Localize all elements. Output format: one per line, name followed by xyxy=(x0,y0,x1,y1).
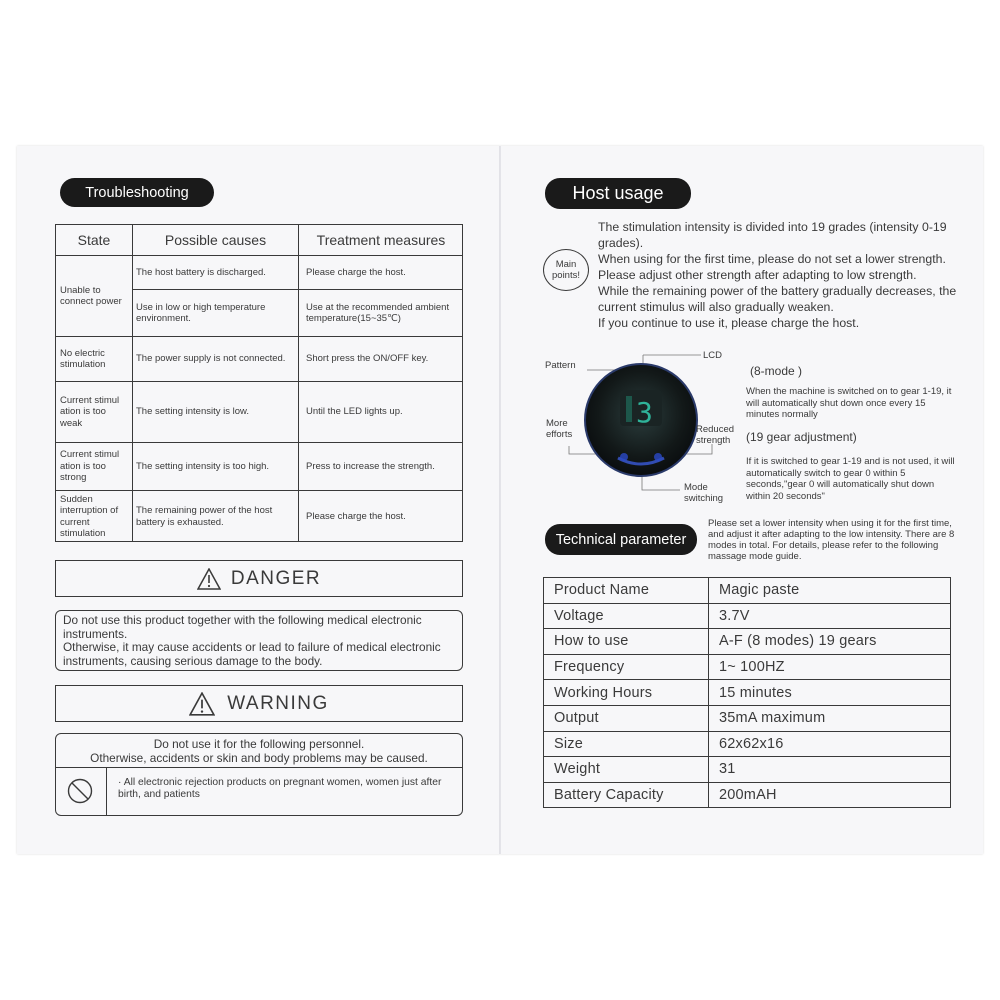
troubleshooting-title: Troubleshooting xyxy=(60,178,214,207)
host-usage-text xyxy=(598,219,968,331)
row-measure: Short press the ON/OFF key. xyxy=(306,353,429,365)
parameter-name: Weight xyxy=(544,757,709,783)
parameter-row xyxy=(544,629,951,655)
parameter-row xyxy=(544,578,951,604)
label-pattern: Pattern xyxy=(545,360,576,371)
parameter-name: Size xyxy=(544,731,709,757)
parameter-row xyxy=(544,705,951,731)
parameter-name: Working Hours xyxy=(544,680,709,706)
label-mode-switching: Mode switching xyxy=(684,482,724,504)
danger-title: DANGER xyxy=(230,567,322,589)
parameter-name: Product Name xyxy=(544,578,709,604)
row-state: No electric stimulation xyxy=(60,347,106,370)
label-lcd: LCD xyxy=(703,350,723,361)
row-measure: Please charge the host. xyxy=(306,266,406,278)
row-measure: Press to increase the strength. xyxy=(306,460,435,472)
warning-item: · All electronic rejection products on pregnant women, women just after birth, and patients xyxy=(118,777,442,800)
technical-parameter-title: Technical parameter xyxy=(545,524,697,555)
col-header-causes: Possible causes xyxy=(164,231,267,248)
warning-triangle-icon xyxy=(189,692,215,716)
row-measure: Use at the recommended ambient temperature(15~35℃) xyxy=(306,301,450,324)
col-header-measures: Treatment measures xyxy=(316,231,446,248)
technical-parameter-table xyxy=(543,577,951,808)
danger-text-box xyxy=(55,610,463,671)
host-usage-line: Please adjust other strength after adapting to low strength. xyxy=(598,268,917,282)
parameter-name: How to use xyxy=(544,629,709,655)
mode8-text: When the machine is switched on to gear 1-19, it will automatically shut down once every 15 minutes normally xyxy=(746,386,952,420)
label-reduced-strength: Reduced strength xyxy=(696,424,735,446)
warning-heading-box xyxy=(55,685,463,722)
parameter-value: Magic paste xyxy=(709,578,951,604)
gear19-title: (19 gear adjustment) xyxy=(746,430,857,444)
host-usage-line: The stimulation intensity is divided into 19 grades (intensity 0-19 grades). xyxy=(598,220,947,250)
row-measure: Until the LED lights up. xyxy=(306,406,403,418)
parameter-row xyxy=(544,782,951,808)
host-usage-title: Host usage xyxy=(545,178,691,209)
row-state: Current stimul ation is too weak xyxy=(60,394,120,429)
warning-line-2: Otherwise, accidents or skin and body problems may be caused. xyxy=(90,751,428,765)
parameter-row xyxy=(544,654,951,680)
row-cause: The remaining power of the host battery is exhausted. xyxy=(136,505,273,528)
row-cause: The setting intensity is low. xyxy=(136,406,249,418)
technical-note: Please set a lower intensity when using it for the first time, and adjust it after adapting to the low intensity. There are 8 modes in total. For details, please refer to the following massage mode guide. xyxy=(708,518,955,562)
host-usage-line: When using for the first time, please do not set a lower strength. xyxy=(598,252,946,266)
danger-text-1: Do not use this product together with the following medical electronic instruments. xyxy=(63,613,422,641)
row-measure: Please charge the host. xyxy=(306,510,406,522)
host-usage-line: If you continue to use it, please charge the host. xyxy=(598,316,860,330)
warning-triangle-icon xyxy=(197,568,221,590)
parameter-row xyxy=(544,680,951,706)
parameter-row xyxy=(544,603,951,629)
row-cause: The host battery is discharged. xyxy=(136,266,266,278)
danger-text-2: Otherwise, it may cause accidents or lead to failure of medical electronic instruments, causing serious damage to the body. xyxy=(63,640,441,668)
host-usage-line: While the remaining power of the battery gradually decreases, the current stimulus will also gradually weaken. xyxy=(598,284,957,314)
page-fold xyxy=(499,146,501,854)
col-header-state: State xyxy=(77,231,111,248)
parameter-name: Voltage xyxy=(544,603,709,629)
row-cause: The power supply is not connected. xyxy=(136,353,286,365)
parameter-row xyxy=(544,757,951,783)
parameter-row xyxy=(544,731,951,757)
parameter-value: 1~ 100HZ xyxy=(709,654,951,680)
parameter-name: Frequency xyxy=(544,654,709,680)
danger-heading-box xyxy=(55,560,463,597)
warning-line-1: Do not use it for the following personnel. xyxy=(153,737,365,751)
prohibited-icon xyxy=(67,778,93,804)
main-points-badge: Main points! xyxy=(543,249,589,291)
parameter-value: 15 minutes xyxy=(709,680,951,706)
gear19-text: If it is switched to gear 1-19 and is not used, it will automatically switch to gear 0 within 5 seconds,"gear 0 will automatically shut down within 20 seconds" xyxy=(746,456,955,502)
device-display-digit: 3 xyxy=(636,396,653,429)
row-cause: The setting intensity is too high. xyxy=(136,460,270,472)
row-state: Current stimul ation is too strong xyxy=(60,449,120,484)
parameter-value: 3.7V xyxy=(709,603,951,629)
label-more-efforts: More efforts xyxy=(546,418,573,440)
mode8-title: (8-mode ) xyxy=(750,364,803,378)
parameter-name: Output xyxy=(544,705,709,731)
parameter-value: 200mAH xyxy=(709,782,951,808)
warning-title: WARNING xyxy=(227,692,329,714)
row-state: Sudden interruption of current stimulation xyxy=(60,493,119,539)
parameter-value: 35mA maximum xyxy=(709,705,951,731)
parameter-value: 62x62x16 xyxy=(709,731,951,757)
parameter-value: 31 xyxy=(709,757,951,783)
parameter-value: A-F (8 modes) 19 gears xyxy=(709,629,951,655)
parameter-name: Battery Capacity xyxy=(544,782,709,808)
row-state: Unable to connect power xyxy=(60,284,122,307)
row-cause: Use in low or high temperature environment. xyxy=(136,301,266,324)
warning-text-box xyxy=(55,733,463,816)
